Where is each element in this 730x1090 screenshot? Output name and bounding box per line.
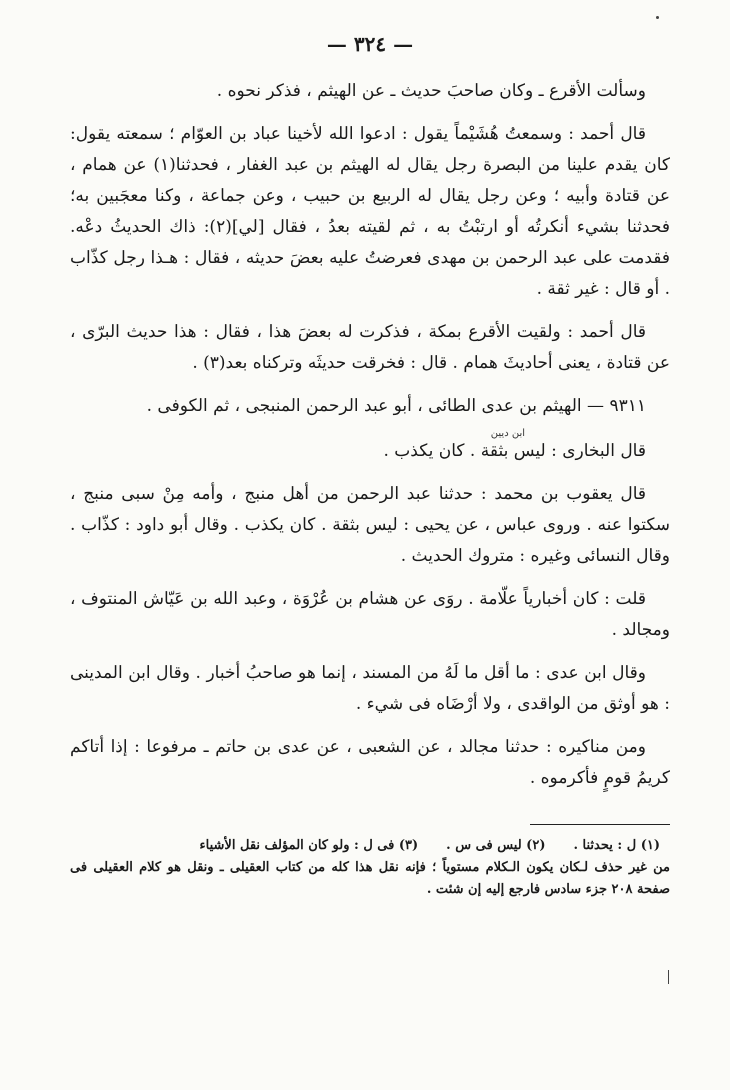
footnote-continuation: من غير حذف لـكان يكون الـكلام مستوياً ؛ فإنه نقل هذا كله من كتاب العقيلى ـ ونقل هو كلام العقيلى فى صفحة ٢٠٨ جزء سادس فارجع إليه إن شئت . bbox=[70, 860, 670, 897]
paragraph-1: وسألت الأقرع ـ وكان صاحبَ حديث ـ عن الهيثم ، فذكر نحوه . bbox=[216, 81, 646, 101]
entry-heading: ٩٣١١ — الهيثم بن عدى الطائى ، أبو عبد الرحمن المنبجى ، ثم الكوفى . bbox=[146, 396, 646, 416]
footnote-divider bbox=[530, 824, 670, 825]
paragraph-2: قال أحمد : وسمعتُ هُشَيْماً يقول : ادعوا الله لأخينا عباد بن العوّام ؛ سمعته يقول: كان يقدم علينا من البصرة رجل يقال له الهيثم بن عبد الغفار ، فحدثنا(١) عن همام ، عن قتادة وأبيه ؛ وعن رجل يقال له الربيع بن حبيب ، وعن جماعة ، وكنا معجَبين به؛ فحدثنا بشيء أنكرتُه أو ارتبْتُ به ، ثم لقيته بعدُ ، فقال [لي](٢): ذاك الحديثُ دعْه. فقدمت على عبد الرحمن بن مهدى فعرضتُ عليه بعضَ حديثه ، فقال : هـذا رجل كذّاب . أو قال : غير ثقة . bbox=[70, 124, 670, 299]
handwritten-gloss: ابن ديين bbox=[490, 428, 525, 439]
paragraph-3: قال أحمد : ولقيت الأقرع بمكة ، فذكرت له بعضَ هذا ، فقال : هذا حديث البرّى ، عن قتادة ، يعنى أحاديثَ همام . قال : فخرقت حديثَه وتركناه بعد(٣) . bbox=[70, 322, 670, 373]
paragraph-9: ومن مناكيره : حدثنا مجالد ، عن الشعبى ، عن عدى بن حاتم ـ مرفوعا : إذا أتاكم كريمُ قومٍ فأكرموه . bbox=[70, 737, 670, 788]
footnote-refs bbox=[70, 835, 670, 857]
paragraph-7: قلت : كان أخبارياً علّامة . روَى عن هشام بن عُرْوَة ، وعبد الله بن عَيّاش المنتوف ، ومجالد . bbox=[70, 589, 670, 640]
footnote-1: (١) ل : يحدثنا . bbox=[573, 838, 660, 853]
paragraph-8: وقال ابن عدى : ما أقل ما لَهُ من المسند ، إنما هو صاحبُ أخبار . وقال ابن المدينى : هو أوثق من الواقدى ، ولا أرْضَاه فى شيء . bbox=[70, 663, 670, 714]
page-number: — ٣٢٤ — bbox=[326, 32, 414, 56]
paragraph-6: قال يعقوب بن محمد : حدثنا عبد الرحمن من أهل منبج ، وأمه مِنْ سبى منبج ، سكتوا عنه . وروى عباس ، عن يحيى : ليس بثقة . كان يكذب . وقال أبو داود : كذّاب . وقال النسائى وغيره : متروك الحديث . bbox=[70, 484, 670, 566]
footnote-2: (٢) ليس فى س . bbox=[446, 838, 546, 853]
document-page bbox=[70, 28, 670, 1068]
page-speck bbox=[656, 16, 659, 19]
paragraph-5: قال البخارى : ليس بثقة . كان يكذب . bbox=[383, 441, 646, 461]
footnote-3: (٣) فى ل : ولو كان المؤلف نقل الأشياء bbox=[199, 838, 419, 853]
